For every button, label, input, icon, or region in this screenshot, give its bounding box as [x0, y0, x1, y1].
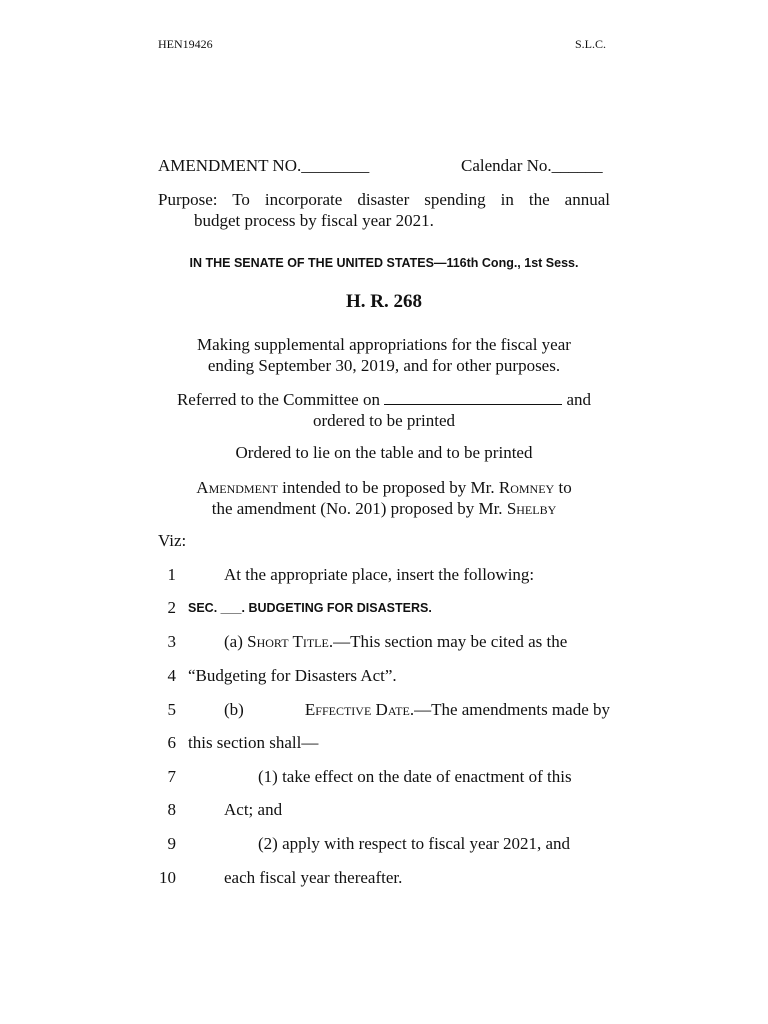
intent-line-2 — [158, 498, 610, 519]
line-number: 10 — [159, 868, 176, 887]
ordered-statement: Ordered to lie on the table and to be printed — [235, 443, 533, 462]
line-3-content — [224, 632, 567, 652]
bill-title-line-1: Making supplemental appropriations for the fiscal year — [197, 335, 571, 354]
intent-line-1 — [158, 477, 610, 498]
body-line-9: (2) apply with respect to fiscal year 2021, and — [258, 834, 571, 853]
calendar-number: Calendar No.______ — [461, 156, 603, 175]
subsection-a-label: (a) — [224, 632, 243, 651]
second-sponsor-name: Shelby — [506, 499, 557, 518]
intent-text-1-end: to — [558, 478, 572, 497]
section-heading: SEC. ___. BUDGETING FOR DISASTERS. — [188, 601, 432, 615]
effective-date-heading: Effective Date — [304, 700, 410, 719]
short-title-heading: Short Title — [247, 632, 329, 651]
body-line-4: “Budgeting for Disasters Act”. — [188, 666, 397, 685]
purpose-line-1: Purpose: To incorporate disaster spending in the annual — [158, 190, 610, 209]
purpose-line-2: budget process by fiscal year 2021. — [194, 211, 434, 230]
intent-text-2: the amendment (No. 201) proposed by Mr. — [211, 499, 503, 518]
referral-line-2: ordered to be printed — [312, 411, 456, 430]
line-5-rest-part: .—The amendments made by — [409, 700, 610, 719]
amendment-intent — [158, 477, 610, 519]
senate-session-line: IN THE SENATE OF THE UNITED STATES—116th Cong., 1st Sess. — [189, 256, 579, 270]
bill-title — [158, 334, 610, 376]
referral-prefix: Referred to the Committee on — [176, 390, 380, 409]
referral — [158, 389, 610, 431]
referral-suffix: and — [566, 390, 592, 409]
body-line-8: Act; and — [224, 800, 283, 819]
body-line-7: (1) take effect on the date of enactment of this — [258, 767, 572, 786]
body-line-1: At the appropriate place, insert the following: — [224, 565, 535, 584]
line-number: 4 — [167, 666, 176, 685]
bill-number: H. R. 268 — [346, 291, 422, 312]
line-number: 6 — [167, 733, 176, 752]
referral-line-1 — [158, 389, 610, 410]
slc-label: S.L.C. — [575, 37, 607, 51]
line-number: 8 — [167, 800, 176, 819]
line-number: 7 — [167, 767, 176, 786]
line-number: 9 — [167, 834, 176, 853]
body-line-10: each fiscal year thereafter. — [224, 868, 403, 887]
line-number: 5 — [167, 700, 176, 719]
body-line-5 — [224, 700, 610, 720]
body-line-6: this section shall— — [188, 733, 319, 752]
amendment-number: AMENDMENT NO.________ — [158, 156, 370, 175]
bill-title-line-2: ending September 30, 2019, and for other purposes. — [207, 356, 561, 375]
viz-label: Viz: — [158, 531, 187, 550]
line-number: 3 — [167, 632, 176, 651]
purpose — [158, 189, 610, 231]
intent-text-1: intended to be proposed by Mr. — [282, 478, 495, 497]
sponsor-name: Romney — [498, 478, 555, 497]
line-number: 2 — [167, 598, 176, 617]
document-id: HEN19426 — [158, 37, 213, 51]
line-3-rest: .—This section may be cited as the — [328, 632, 568, 651]
subsection-b-label: (b) — [224, 700, 244, 719]
committee-blank — [384, 390, 562, 405]
amendment-word: Amendment — [196, 478, 278, 497]
line-number: 1 — [167, 565, 176, 584]
body-line-3 — [224, 632, 610, 652]
